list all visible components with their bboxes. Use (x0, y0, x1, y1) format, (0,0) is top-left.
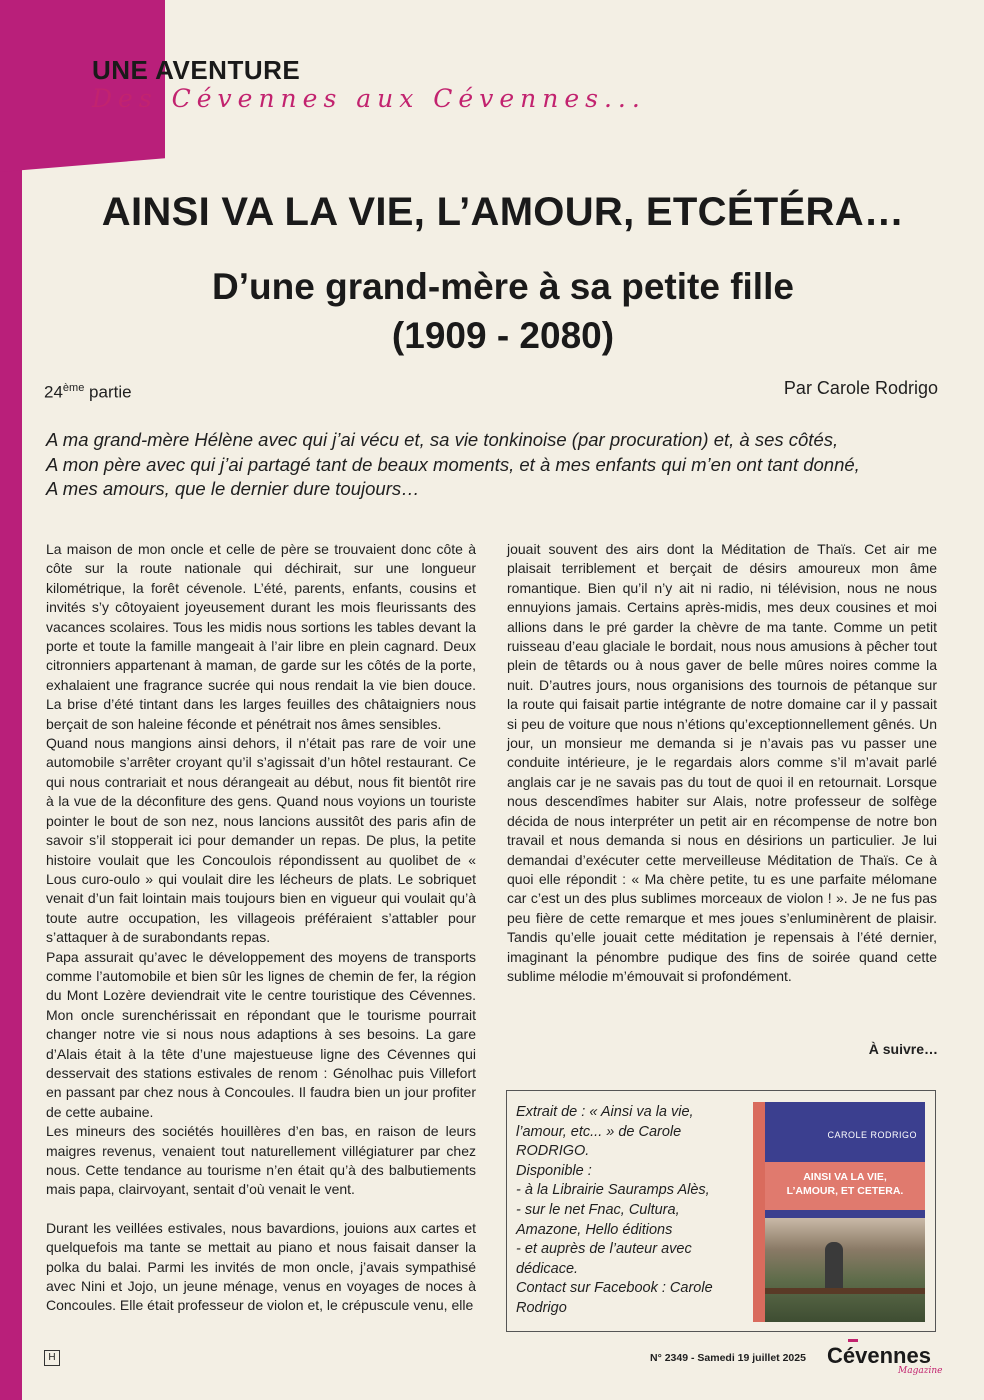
body-paragraph: Papa assurait qu’avec le développement des moyens de transports comme l’automobile et bien sûr les lignes de chemin de fer, la région du Mont Lozère deviendrait vite le centre touristique des Cévennes. Mon oncle surenchérissait en répondant que le tourisme pourrait changer notre vie si nous nous adaptions à ses besoins. La gare d’Alais était à la tête d’une majestueuse ligne des Cévennes qui desservait des stations estivales de renom : Génolhac puis Villefort en passant par chez nous à Concoules. Il faudra bien un jour profiter de cette aubaine. (46, 948, 476, 1120)
extract-line: - à la Librairie Sauramps Alès, (516, 1182, 710, 1199)
subtitle-line-2: (1909 - 2080) (391, 315, 615, 356)
book-spine (753, 1102, 765, 1322)
dedication (46, 428, 946, 502)
book-extract-box (506, 1090, 936, 1332)
dedication-line: A mon père avec qui j’ai partagé tant de beaux moments, et à mes enfants qui m’en ont tant donné, (46, 453, 860, 475)
part-word: partie (84, 382, 132, 402)
body-paragraph: Les mineurs des sociétés houillères d’en bas, en raison de leurs maigres revenus, venaient tout naturellement villégiaturer par chez nous. Cette tendance au tourisme n’en était qu’à des balbutiements mais papa, clairvoyant, sentait d’où venait le vent. (46, 1123, 476, 1198)
part-number: 24 (44, 382, 63, 402)
book-cover (753, 1102, 925, 1322)
to-be-continued: À suivre… (868, 1041, 938, 1057)
section-kicker: UNE AVENTURE (92, 55, 301, 85)
book-author: CAROLE RODRIGO (827, 1130, 917, 1140)
body-column-right (507, 540, 937, 986)
extract-text (516, 1103, 724, 1319)
book-title-line: L’AMOUR, ET CETERA. (786, 1185, 904, 1197)
issue-info: N° 2349 - Samedi 19 juillet 2025 (650, 1352, 806, 1364)
part-sup: ème (62, 382, 85, 394)
book-cover-person (825, 1242, 843, 1292)
byline: Par Carole Rodrigo (783, 378, 938, 398)
body-paragraph: jouait souvent des airs dont la Méditation de Thaïs. Cet air me plaisait terriblement et berçait de désirs amoureux mon âme romantique. Bien qu’il n’y ait ni radio, ni télévision, nous ne nous ennuyions jamais. Certains après-midis, mes deux cousines et moi allions dans le pré garder la chèvre de ma tante. Comme un petit ruisseau d’eau glaciale le bordait, nous nous amusions à pêcher tout plein de têtards ou à nous gaver de belle mûres noires comme la nuit. D’autres jours, nous organisions des tournois de pétanque sur la route qui faisait partie intégrante de notre domaine car il y passait si peu de voiture que nous n’étions qu’exceptionnellement gênés. Un jour, un monsieur me demanda si je n’avais pas vu passer une conduite intérieure, je le regardais alors comme s’il m’avait parlé anglais car je ne savais pas du tout de quoi il en retournait. Lorsque nous descendîmes habiter sur Alais, notre professeur de solfège décida de nous interpréter un petit air en récompense de notre bon travail et nous demanda si nous en désirions un particulier. Je lui demandai d’exécuter cette merveilleuse Méditation de Thaïs. Ce à quoi elle répondit : « Ma chère petite, tu es une parfaite mélomane car c’est un des plus sublimes morceaux de violon ! ». Je ne fus pas peu fière de cette remarque et mes joues s’enluminèrent de plaisir. Tandis qu’elle jouait cette méditation je repensais à l’été dernier, imaginant la pénombre pudique des fins de soirée quand cette sublime mélodie m’émouvait si profondément. (507, 541, 937, 984)
body-paragraph: Durant les veillées estivales, nous bavardions, jouions aux cartes et quelquefois ma tante se mettait au piano et nous faisait danser la polka du balai. Parmi les invités de mon oncle, j’avais sympathisé avec Nini et Jojo, un jeune ménage, venus en voyages de noces à Concoules. Elle était professeur de violon et, le crépuscule venu, elle (46, 1219, 476, 1314)
extract-line: Contact sur Facebook : Carole Rodrigo (516, 1280, 713, 1316)
extract-line: Extrait de : « Ainsi va la vie, l’amour, etc... » de Carole RODRIGO. (516, 1104, 694, 1160)
h-mark-icon: H (44, 1350, 60, 1366)
article-title: AINSI VA LA VIE, L’AMOUR, ETCÉTÉRA… (101, 190, 905, 234)
book-title-line: AINSI VA LA VIE, (803, 1171, 887, 1183)
body-paragraph: Quand nous mangions ainsi dehors, il n’était pas rare de voir une automobile s’arrêter croyant qu’il s’agissait d’un hôtel restaurant. Ce qui nous contrariait et nous dérangeait au début, nous fit bientôt rire à la vue de la déconfiture des gens. Quand nous voyions un touriste pointer le bout de son nez, nous lancions aussitôt des paris afin de savoir s’il stopperait ici pour demander un repas. De plus, la petite histoire voulait que les Concoulois répondissent au quolibet de « Lous curo-oulo » qui voulait dire les lécheurs de plats. Le sobriquet venait d’un fait lointain mais toujours bien en vigueur qui voulait qu’à toute autre occupation, les villageois préféraient s’attabler pour s’attaquer à de surabondants repas. (46, 735, 476, 946)
extract-line: Disponible : (516, 1162, 592, 1179)
dedication-line: A mes amours, que le dernier dure toujours… (46, 478, 420, 499)
extract-line: - sur le net Fnac, Cultura, Amazone, Hello éditions (516, 1201, 680, 1238)
subtitle-line-1: D’une grand-mère à sa petite fille (212, 266, 794, 307)
book-cover-photo (765, 1218, 925, 1322)
book-title (769, 1170, 921, 1198)
brand-accent (848, 1339, 858, 1342)
part-label (44, 382, 132, 403)
section-kicker-script: Des Cévennes aux Cévennes... (92, 84, 646, 113)
extract-line: - et auprès de l’auteur avec dédicace. (516, 1241, 692, 1277)
left-accent-bar (0, 0, 22, 1400)
book-cover-railing (765, 1288, 925, 1294)
body-paragraph: La maison de mon oncle et celle de père se trouvaient donc côte à côte sur la route nationale qui déchirait, sur une longueur kilométrique, la forêt cévenole. L’été, parents, enfants, cousins et invités s’y côtoyaient joyeusement durant les mois fleurissants des vacances scolaires. Tous les midis nous sortions les tables devant la porte et toute la famille mangeait à l’air libre en plein cagnard. Deux citronniers appartenant à maman, de garde sur les côtés de la porte, exhalaient une fragrance sucrée qui nous rendait la vie bien douce. La brise d’été tintant dans les larges feuilles des châtaigniers nous berçait de son haleine féconde et pénétrait nos âmes sensibles. (46, 541, 476, 732)
body-column-left (46, 540, 476, 1316)
article-subtitle (22, 262, 984, 360)
brand-logo-sub: Magazine (898, 1366, 943, 1376)
brand-logo: Cévennes (827, 1343, 931, 1368)
dedication-line: A ma grand-mère Hélène avec qui j’ai vécu et, sa vie tonkinoise (par procuration) et, à ses côtés, (46, 429, 839, 450)
